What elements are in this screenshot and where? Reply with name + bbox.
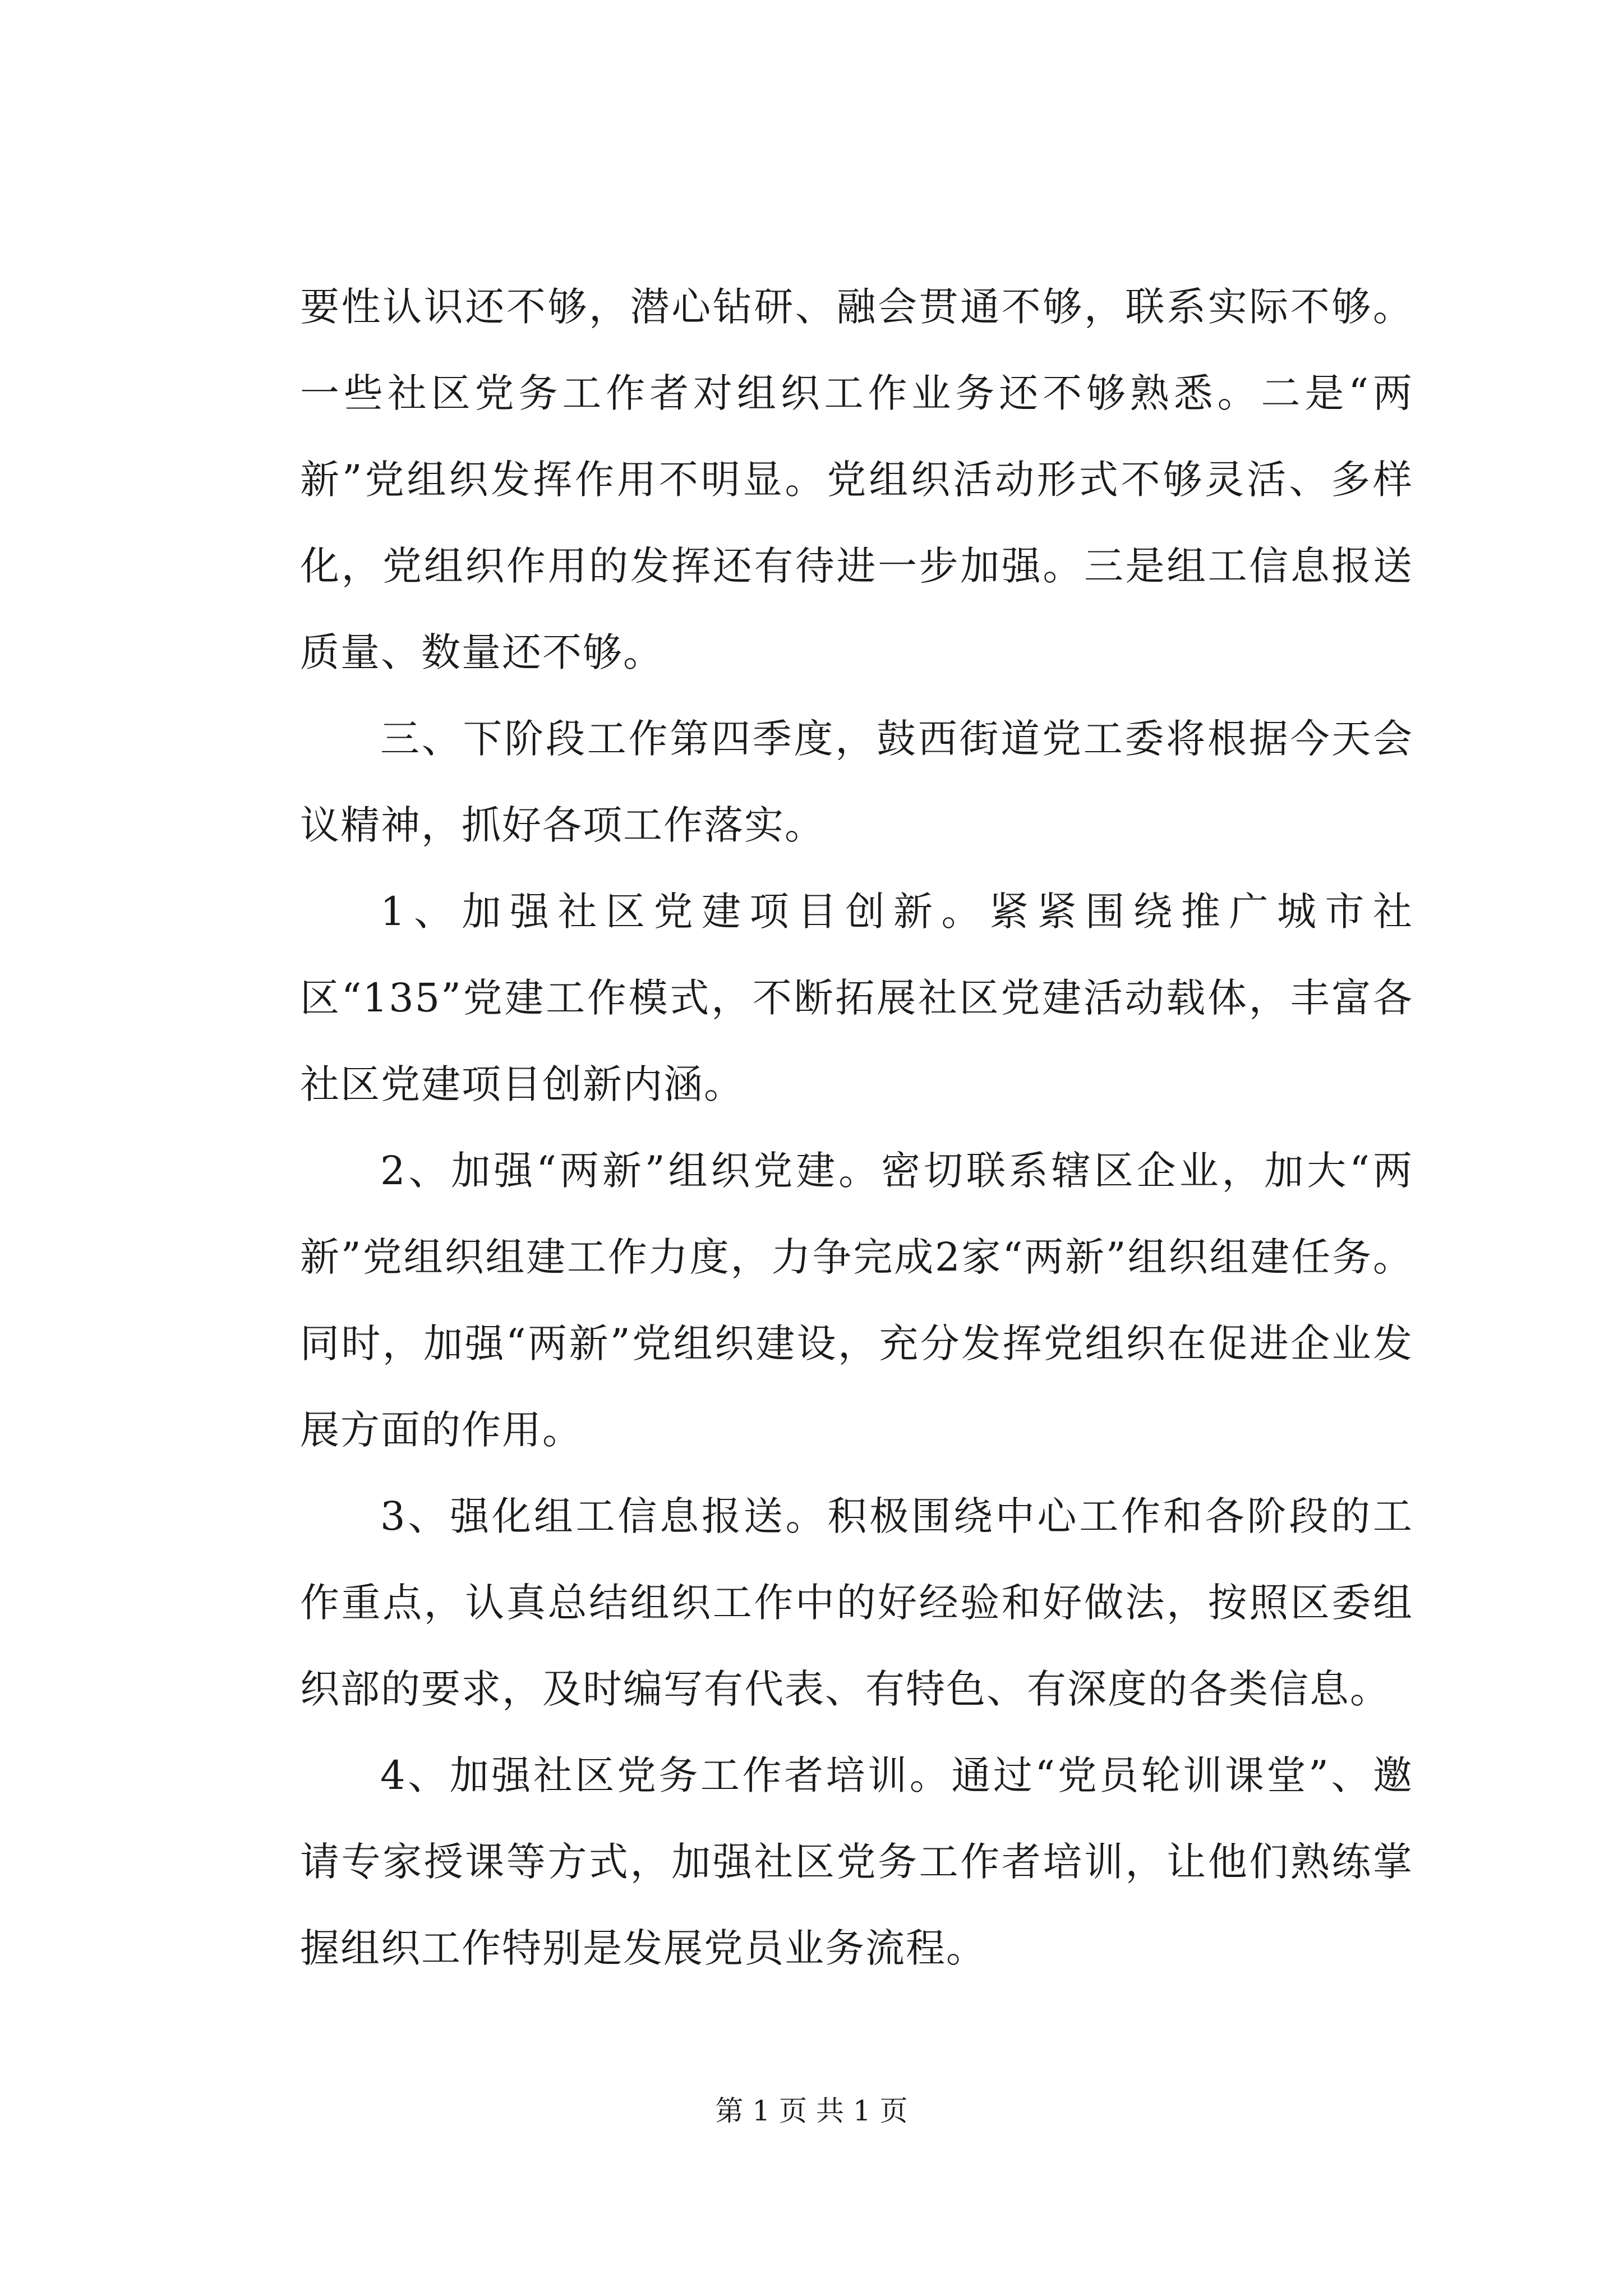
- list-item-paragraph: 2、加强“两新”组织党建。密切联系辖区企业，加大“两新”党组织组建工作力度，力争完成2家“两新”组织组建任务。同时，加强“两新”党组织建设，充分发挥党组织在促进企业发展方面的作用。: [300, 1148, 1413, 1453]
- list-item-paragraph: 1、加强社区党建项目创新。紧紧围绕推广城市社区“135”党建工作模式，不断拓展社区党建活动载体，丰富各社区党建项目创新内涵。: [300, 889, 1413, 1107]
- section-heading-paragraph: 三、下阶段工作第四季度，鼓西街道党工委将根据今天会议精神，抓好各项工作落实。: [300, 716, 1413, 848]
- page-footer: 第 1 页 共 1 页: [715, 2095, 908, 2127]
- list-item-paragraph: 3、强化组工信息报送。积极围绕中心工作和各阶段的工作重点，认真总结组织工作中的好经验和好做法，按照区委组织部的要求，及时编写有代表、有特色、有深度的各类信息。: [300, 1493, 1413, 1712]
- document-body: [300, 264, 1413, 1991]
- list-item-paragraph: 4、加强社区党务工作者培训。通过“党员轮训课堂”、邀请专家授课等方式，加强社区党务工作者培训，让他们熟练掌握组织工作特别是发展党员业务流程。: [300, 1752, 1413, 1971]
- body-paragraph: 要性认识还不够，潜心钻研、融会贯通不够，联系实际不够。一些社区党务工作者对组织工作业务还不够熟悉。二是“两新”党组织发挥作用不明显。党组织活动形式不够灵活、多样化，党组织作用的发挥还有待进一步加强。三是组工信息报送质量、数量还不够。: [300, 284, 1413, 675]
